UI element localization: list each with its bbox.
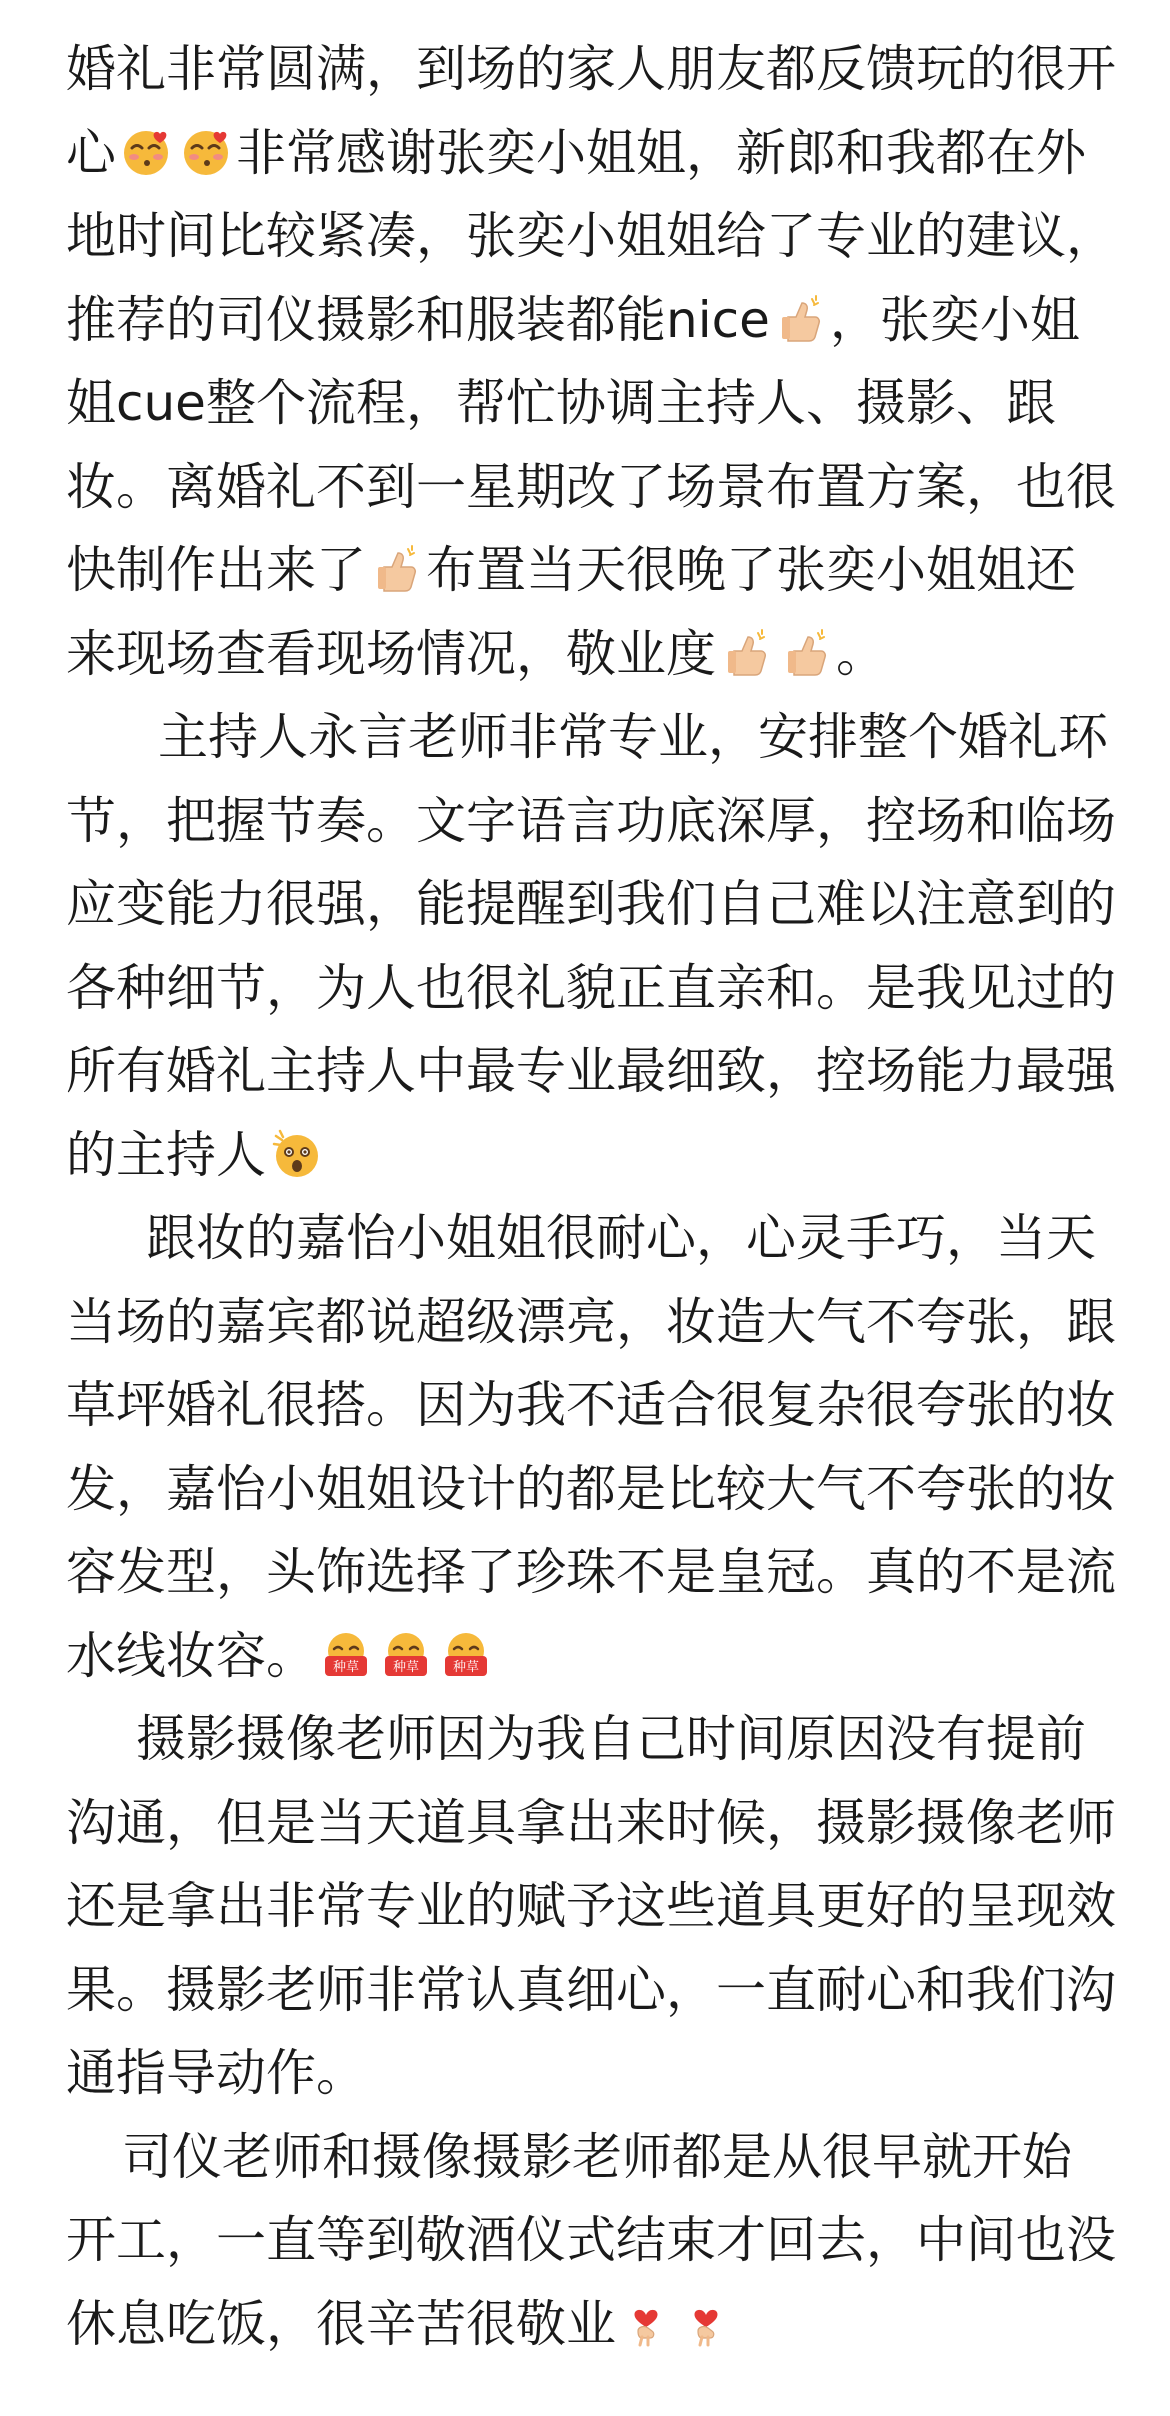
paragraph-makeup: [66, 1197, 1116, 1698]
finger-heart-emoji: [680, 2297, 732, 2349]
review-document: [66, 28, 1116, 2366]
paragraph-text: 跟妆的嘉怡小姐姐很耐心，心灵手巧，当天当场的嘉宾都说超级漂亮，妆造大气不夸张，跟草坪婚礼很搭。因为我不适合很复杂很夸张的妆发，嘉怡小姐姐设计的都是比较大气不夸张的妆容发型，头饰选择了珍珠不是皇冠。真的不是流水线妆容。: [66, 1209, 1116, 1685]
paragraph-planner: [66, 28, 1116, 696]
paragraph-text: ，张奕小姐姐cue整个流程，帮忙协调主持人、摄影、跟妆。离婚礼不到一星期改了场景布置方案，也很快制作出来了: [66, 290, 1116, 599]
blowing-kiss-emoji: [120, 126, 172, 178]
paragraph-photography: [66, 1698, 1116, 2116]
thumbs-up-emoji: [780, 627, 832, 679]
thumbs-up-emoji: [774, 293, 826, 345]
thumbs-up-emoji: [720, 627, 772, 679]
badge-label: 种草: [332, 1659, 360, 1675]
paragraph-text: 。: [836, 624, 886, 683]
recommend-badge-emoji: [380, 1629, 432, 1681]
shocked-face-emoji: [270, 1128, 322, 1180]
badge-label: 种草: [452, 1659, 480, 1675]
badge-label: 种草: [392, 1659, 420, 1675]
paragraph-text: 摄影摄像老师因为我自己时间原因没有提前沟通，但是当天道具拿出来时候，摄影摄像老师还是拿出非常专业的赋予这些道具更好的呈现效果。摄影老师非常认真细心，一直耐心和我们沟通指导动作。: [66, 1710, 1116, 2102]
paragraph-text: 布置当天很晚了张奕小姐姐还来现场查看现场情况，敬业度: [66, 541, 1076, 683]
thumbs-up-emoji: [370, 543, 422, 595]
paragraph-text: 司仪老师和摄像摄影老师都是从很早就开始开工，一直等到敬酒仪式结束才回去，中间也没休息吃饭，很辛苦很敬业: [66, 2127, 1116, 2353]
recommend-badge-emoji: [320, 1629, 372, 1681]
paragraph-text: 婚礼非常圆满，到场的家人朋友都反馈玩的很开心: [66, 40, 1116, 182]
recommend-badge-emoji: [440, 1629, 492, 1681]
paragraph-team: [66, 2116, 1116, 2367]
paragraph-text: 非常感谢张奕小姐姐，新郎和我都在外地时间比较紧凑，张奕小姐姐给了专业的建议，推荐的司仪摄影和服装都能nice: [66, 123, 1116, 349]
paragraph-host: [66, 696, 1116, 1197]
blowing-kiss-emoji: [180, 126, 232, 178]
finger-heart-emoji: [620, 2297, 672, 2349]
paragraph-text: 主持人永言老师非常专业，安排整个婚礼环节，把握节奏。文字语言功底深厚，控场和临场应变能力很强，能提醒到我们自己难以注意到的各种细节，为人也很礼貌正直亲和。是我见过的所有婚礼主持人中最专业最细致，控场能力最强的主持人: [66, 708, 1116, 1184]
